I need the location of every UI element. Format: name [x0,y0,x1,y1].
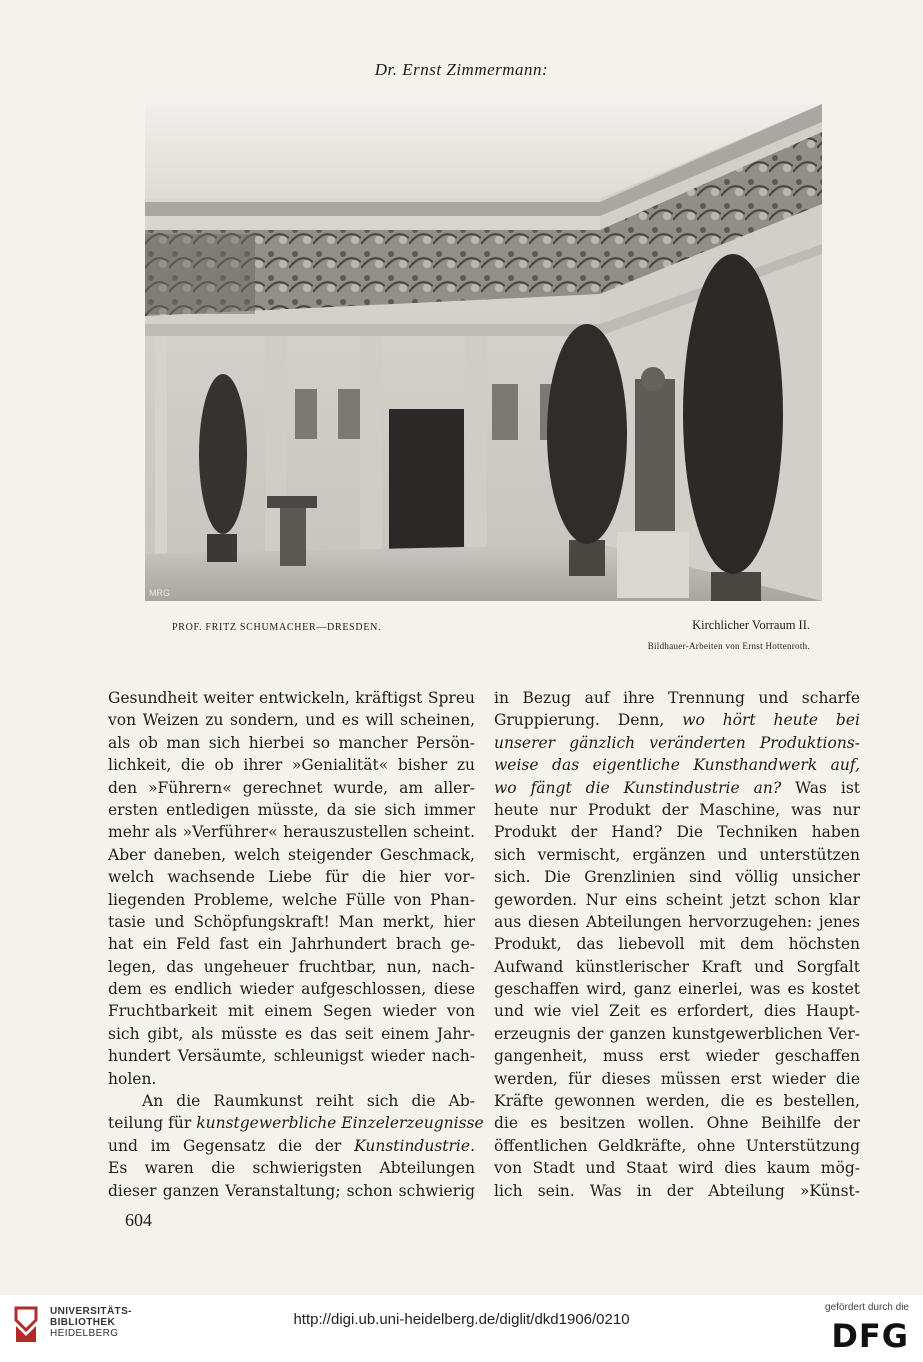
text-line: sich vermischt, ergänzen und unterstützen [494,845,860,864]
library-name-line: HEIDELBERG [50,1328,119,1339]
text-line: von Weizen zu sondern, und es will scheinen, [108,711,475,730]
text-line: Produkt, das liebevoll mit dem höchsten [494,935,860,954]
italic-term: kunstgewerbliche Einzelerzeugnisse [196,1114,484,1133]
text-line: tasie und Schöpfungskraft! Man merkt, hier [108,912,475,931]
photo-illustration [145,104,822,601]
text-line: lich sein. Was in der Abteilung »Künst- [494,1181,860,1200]
page-number: 604 [125,1210,152,1230]
running-header: Dr. Ernst Zimmermann: [374,60,549,79]
text-line: gangenheit, muss erst wieder geschaffen [494,1047,860,1066]
text-column-right [494,687,860,1202]
text-line: heute nur Produkt der Maschine, was nur [494,800,860,819]
text-column-left [108,687,484,1202]
text-line: erzeugnis der ganzen kunstgewerblichen Ver- [494,1024,860,1043]
library-name-line: UNIVERSITÄTS- [50,1306,132,1317]
text-line: und wie viel Zeit es erfordert, dies Haupt- [494,1002,860,1021]
text-line: als ob man sich hierbei so mancher Persön- [108,733,475,752]
text-line: öffentlichen Geldkräfte, ohne Unterstützung [494,1136,860,1155]
italic-question: wo hört heute bei [682,711,860,730]
text-line: Produkt der Hand? Die Techniken haben [494,823,860,842]
text-line: werden, für dieses müssen erst wieder die [494,1069,860,1088]
text-line: geschaffen wird, ganz einerlei, was es kostet [494,980,860,999]
text-line [494,709,860,731]
text-line: sich. Die Grenzlinien sind völlig unsicher [494,868,860,887]
text-line: unserer gänzlich veränderten Produktions- [494,733,860,752]
digitization-footer [0,1295,923,1362]
text-line [108,1135,475,1157]
text-line: Gesundheit weiter entwickeln, kräftigst Spreu [108,689,475,707]
text-line: lichkeit, die ob ihrer »Genialität« bisher zu [108,756,475,775]
text-line: von Stadt und Staat wird dies kaum mög- [494,1159,860,1178]
text-line: den »Führern« gerechnet wurde, am aller- [108,778,475,797]
permalink-url[interactable]: http://digi.ub.uni-heidelberg.de/diglit/dkd1906/0210 [293,1311,630,1328]
text-fragment: und im Gegensatz die der [108,1136,355,1155]
text-line: Kräfte gewonnen werden, die es bestellen, [494,1092,860,1111]
text-fragment: Was ist [781,778,860,797]
text-line: dem es endlich wieder aufgeschlossen, diese [108,980,475,999]
text-line: ersten entledigen müsste, da sie sich immer [108,800,475,819]
library-name-line: BIBLIOTHEK [50,1317,116,1328]
caption-sculptor-credit: Bildhauer-Arbeiten von Ernst Hottenroth. [647,641,810,651]
photo-monogram: MRG [149,588,170,598]
text-line: Aufwand künstlerischer Kraft und Sorgfalt [494,957,860,976]
text-line: hundert Versäumte, schleunigst wieder nach- [108,1047,475,1066]
text-line: Es waren die schwierigsten Abteilungen [108,1159,475,1178]
text-line: Fruchtbarkeit mit einem Segen wieder von [108,1002,475,1021]
caption-title: Kirchlicher Vorraum II. [692,618,810,632]
text-line: dieser ganzen Veranstaltung; schon schwierig [108,1181,475,1200]
text-line: welch wachsende Liebe für die hier vor- [108,868,475,887]
italic-question: wo fängt die Kunstindustrie an? [494,778,782,797]
text-fragment: Gruppierung. Denn, [494,711,683,730]
text-line: hat ein Feld fast ein Jahrhundert brach ge- [108,935,475,954]
text-fragment: teilung für [108,1114,197,1133]
text-line [108,1112,484,1134]
photograph-church-vestibule [145,104,822,601]
text-line: aus diesen Abteilungen hervorzugehen: jenes [494,912,860,931]
text-line: Aber daneben, welch steigender Geschmack, [108,845,475,864]
text-line: mehr als »Verführer« herauszustellen scheint. [108,823,475,842]
funding-note: gefördert durch die [825,1302,909,1313]
text-line [494,777,860,799]
dfg-logo: DFG [831,1317,909,1355]
text-line: die es besitzen wollen. Ohne Beihilfe der [494,1114,860,1133]
text-line: An die Raumkunst reiht sich die Ab- [142,1092,475,1111]
text-line: weise das eigentliche Kunsthandwerk auf, [494,756,860,775]
text-line: legen, das ungeheuer fruchtbar, nun, nach- [108,957,475,976]
italic-term: Kunstindustrie. [354,1136,475,1155]
text-line: liegenden Probleme, welche Fülle von Phan- [108,890,475,909]
text-line: holen. [108,1069,157,1088]
text-line: in Bezug auf ihre Trennung und scharfe [494,689,860,707]
text-line: geworden. Nur eins scheint jetzt schon klar [494,890,860,909]
text-line: sich gibt, als müsste es das seit einem Jahr- [108,1024,475,1043]
caption-architect: PROF. FRITZ SCHUMACHER—DRESDEN. [172,622,382,633]
